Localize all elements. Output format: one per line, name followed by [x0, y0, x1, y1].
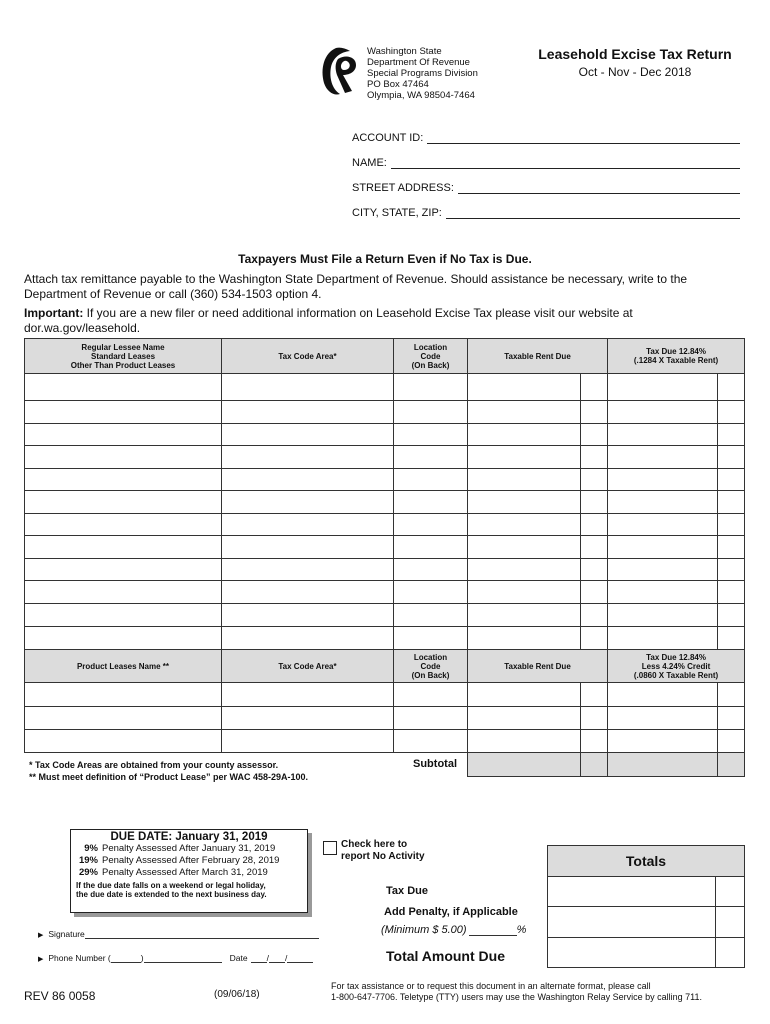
product-lease-note: ** Must meet definition of “Product Lease” per WAC 458-29A-100. [29, 772, 309, 782]
due-date-box [70, 829, 308, 913]
col-regular-lessee-name: Regular Lessee Name Standard Leases Other Than Product Leases [25, 339, 222, 374]
totals-penalty-row [548, 907, 745, 938]
subtotal-tax-due-cents[interactable] [718, 753, 745, 777]
regular-lease-row [25, 536, 745, 559]
regular-lease-row [25, 581, 745, 604]
tax-due-label: Tax Due [386, 885, 428, 897]
account-id-line[interactable] [427, 133, 740, 144]
form-period: Oct - Nov - Dec 2018 [578, 65, 692, 79]
totals-tax-due-row [548, 877, 745, 907]
product-lease-tax-code-area-cell[interactable] [222, 707, 394, 730]
total-amount-label: Total Amount Due [386, 948, 505, 964]
regular-lease-row [25, 446, 745, 469]
account-id-label: ACCOUNT ID: [352, 132, 424, 144]
account-id-field[interactable] [352, 132, 740, 144]
agency-address [367, 46, 478, 101]
regular-lease-tax-due-cents-cell[interactable] [718, 424, 745, 446]
due-date-note: If the due date falls on a weekend or legal holiday, the due date is extended to the next business day. [76, 881, 267, 899]
regular-lease-tax-due-cell[interactable] [608, 514, 718, 536]
col-product-leases-name: Product Leases Name ** [25, 650, 222, 683]
regular-lease-row [25, 424, 745, 446]
col-taxable-rent-due: Taxable Rent Due [468, 339, 608, 374]
name-field[interactable] [352, 157, 740, 169]
regular-lease-tax-due-cell[interactable] [608, 581, 718, 604]
product-lease-taxable-rent-cents-cell[interactable] [581, 683, 608, 707]
regular-lease-location-code-cell[interactable] [394, 581, 468, 604]
regular-lease-row [25, 491, 745, 514]
street-address-line[interactable] [458, 183, 740, 194]
regular-lease-tax-due-cents-cell[interactable] [718, 491, 745, 514]
regular-lease-location-code-cell[interactable] [394, 374, 468, 401]
city-state-zip-line[interactable] [446, 208, 740, 219]
agency-line: Department Of Revenue [367, 57, 470, 68]
col-product-taxable-rent-due: Taxable Rent Due [468, 650, 608, 683]
phone-date-row: ▶ Phone Number ( ) Date / / [38, 953, 313, 963]
regular-lease-tax-due-cell[interactable] [608, 491, 718, 514]
regular-lease-lessee-name-cell[interactable] [25, 424, 222, 446]
regular-lease-tax-due-cents-cell[interactable] [718, 559, 745, 581]
regular-lease-location-code-cell[interactable] [394, 491, 468, 514]
col-product-location-code: Location Code (On Back) [394, 650, 468, 683]
regular-header-row [25, 339, 745, 374]
regular-lease-taxable-rent-cents-cell[interactable] [581, 581, 608, 604]
product-lease-taxable-rent-cents-cell[interactable] [581, 707, 608, 730]
regular-lease-taxable-rent-cents-cell[interactable] [581, 627, 608, 650]
headline: Taxpayers Must File a Return Even if No Tax is Due. [238, 252, 532, 266]
regular-lease-lessee-name-cell[interactable] [25, 627, 222, 650]
signature-label: Signature [48, 929, 85, 939]
product-lease-rows [25, 683, 745, 753]
product-lease-taxable-rent-cell[interactable] [468, 707, 581, 730]
regular-lease-lessee-name-cell[interactable] [25, 469, 222, 491]
regular-lease-row [25, 559, 745, 581]
regular-lease-tax-code-area-cell[interactable] [222, 514, 394, 536]
subtotal-rent[interactable] [468, 753, 581, 777]
regular-lease-row [25, 401, 745, 424]
tax-code-note: * Tax Code Areas are obtained from your county assessor. [29, 760, 279, 770]
regular-lease-tax-code-area-cell[interactable] [222, 581, 394, 604]
product-lease-taxable-rent-cell[interactable] [468, 730, 581, 753]
tax-due-amount[interactable] [548, 877, 716, 907]
regular-lease-location-code-cell[interactable] [394, 514, 468, 536]
regular-lease-taxable-rent-cell[interactable] [468, 604, 581, 627]
product-lease-row [25, 730, 745, 753]
regular-lease-taxable-rent-cell[interactable] [468, 374, 581, 401]
regular-lease-tax-code-area-cell[interactable] [222, 469, 394, 491]
regular-lease-tax-code-area-cell[interactable] [222, 446, 394, 469]
regular-lease-row [25, 604, 745, 627]
product-lease-tax-due-cell[interactable] [608, 730, 718, 753]
regular-lease-tax-due-cents-cell[interactable] [718, 581, 745, 604]
product-lease-tax-due-cents-cell[interactable] [718, 707, 745, 730]
product-lease-taxable-rent-cell[interactable] [468, 683, 581, 707]
city-state-zip-label: CITY, STATE, ZIP: [352, 207, 442, 219]
regular-lease-taxable-rent-cents-cell[interactable] [581, 401, 608, 424]
totals-table [547, 845, 745, 968]
regular-lease-tax-code-area-cell[interactable] [222, 374, 394, 401]
total-cents[interactable] [716, 938, 745, 968]
regular-lease-taxable-rent-cell[interactable] [468, 491, 581, 514]
regular-lease-taxable-rent-cell[interactable] [468, 514, 581, 536]
penalty-row: 9% Penalty Assessed After January 31, 2019 [84, 843, 276, 854]
due-date-title: DUE DATE: January 31, 2019 [110, 831, 268, 843]
important-label: Important: [24, 306, 84, 320]
regular-lease-lessee-name-cell[interactable] [25, 374, 222, 401]
minimum-label: (Minimum $ 5.00) [381, 924, 467, 936]
form-number: REV 86 0058 [24, 989, 96, 1003]
regular-lease-lessee-name-cell[interactable] [25, 536, 222, 559]
regular-lease-taxable-rent-cents-cell[interactable] [581, 469, 608, 491]
regular-lease-lessee-name-cell[interactable] [25, 604, 222, 627]
penalty-percent-line[interactable] [469, 924, 517, 936]
regular-lease-tax-code-area-cell[interactable] [222, 559, 394, 581]
phone-label: Phone Number ( [48, 953, 111, 963]
regular-lease-tax-due-cell[interactable] [608, 559, 718, 581]
regular-lease-taxable-rent-cents-cell[interactable] [581, 446, 608, 469]
regular-lease-tax-due-cents-cell[interactable] [718, 374, 745, 401]
regular-lease-tax-code-area-cell[interactable] [222, 604, 394, 627]
regular-lease-lessee-name-cell[interactable] [25, 514, 222, 536]
regular-lease-taxable-rent-cell[interactable] [468, 446, 581, 469]
regular-lease-taxable-rent-cell[interactable] [468, 424, 581, 446]
tax-due-cents[interactable] [716, 877, 745, 907]
col-product-tax-code-area: Tax Code Area* [222, 650, 394, 683]
product-lease-tax-due-cents-cell[interactable] [718, 683, 745, 707]
regular-lease-taxable-rent-cell[interactable] [468, 536, 581, 559]
important-text: If you are a new filer or need additional information on Leasehold Excise Tax please visit our website at dor.wa.gov/leasehold. [24, 306, 633, 335]
regular-lease-lessee-name-cell[interactable] [25, 401, 222, 424]
totals-header: Totals [548, 846, 745, 877]
product-lease-lessee-name-cell[interactable] [25, 683, 222, 707]
regular-lease-location-code-cell[interactable] [394, 559, 468, 581]
regular-lease-tax-due-cents-cell[interactable] [718, 446, 745, 469]
date-day-line[interactable] [269, 953, 285, 963]
arrow-right-icon: ▶ [38, 932, 44, 939]
regular-lease-tax-due-cents-cell[interactable] [718, 514, 745, 536]
regular-lease-lessee-name-cell[interactable] [25, 581, 222, 604]
col-product-tax-due: Tax Due 12.84% Less 4.24% Credit (.0860 X Taxable Rent) [608, 650, 745, 683]
date-month-line[interactable] [251, 953, 267, 963]
regular-lease-taxable-rent-cell[interactable] [468, 627, 581, 650]
col-tax-code-area: Tax Code Area* [222, 339, 394, 374]
minimum-penalty-row [381, 924, 526, 936]
dor-logo [318, 45, 360, 97]
product-lease-row [25, 683, 745, 707]
regular-lease-tax-due-cell[interactable] [608, 401, 718, 424]
product-header-row [25, 650, 745, 683]
phone-number-line[interactable] [144, 953, 222, 963]
subtotal-tax-due[interactable] [608, 753, 718, 777]
regular-lease-row [25, 469, 745, 491]
regular-lease-tax-due-cents-cell[interactable] [718, 536, 745, 559]
regular-lease-location-code-cell[interactable] [394, 401, 468, 424]
product-lease-location-code-cell[interactable] [394, 707, 468, 730]
regular-lease-location-code-cell[interactable] [394, 424, 468, 446]
important-note [24, 306, 744, 336]
product-lease-taxable-rent-cents-cell[interactable] [581, 730, 608, 753]
product-lease-location-code-cell[interactable] [394, 683, 468, 707]
col-location-code: Location Code (On Back) [394, 339, 468, 374]
regular-lease-taxable-rent-cents-cell[interactable] [581, 604, 608, 627]
product-lease-tax-code-area-cell[interactable] [222, 730, 394, 753]
product-lease-tax-due-cell[interactable] [608, 683, 718, 707]
regular-lease-row [25, 627, 745, 650]
product-lease-row [25, 707, 745, 730]
product-lease-tax-code-area-cell[interactable] [222, 683, 394, 707]
regular-lease-tax-due-cents-cell[interactable] [718, 627, 745, 650]
regular-lease-tax-due-cell[interactable] [608, 424, 718, 446]
regular-lease-taxable-rent-cell[interactable] [468, 401, 581, 424]
no-activity-checkbox[interactable] [323, 841, 337, 855]
remittance-instructions: Attach tax remittance payable to the Washington State Department of Revenue. Should assistance be necessary, write to the Department of Revenue or call (360) 534-1503 option 4. [24, 272, 688, 301]
date-year-line[interactable] [287, 953, 313, 963]
product-lease-tax-due-cents-cell[interactable] [718, 730, 745, 753]
regular-lease-tax-due-cell[interactable] [608, 469, 718, 491]
regular-lease-taxable-rent-cents-cell[interactable] [581, 559, 608, 581]
regular-lease-row [25, 514, 745, 536]
regular-lease-tax-due-cents-cell[interactable] [718, 401, 745, 424]
phone-area-code-line[interactable] [111, 953, 141, 963]
assistance-note: For tax assistance or to request this document in an alternate format, please call 1-800-647-7706. Teletype (TTY) users may use the Washington Relay Service by calling 711. [331, 981, 703, 1002]
total-amount[interactable] [548, 938, 716, 968]
regular-lease-taxable-rent-cell[interactable] [468, 559, 581, 581]
totals-total-row [548, 938, 745, 968]
regular-lease-taxable-rent-cell[interactable] [468, 581, 581, 604]
name-label: NAME: [352, 157, 387, 169]
regular-lease-tax-due-cell[interactable] [608, 374, 718, 401]
regular-lease-tax-code-area-cell[interactable] [222, 627, 394, 650]
signature-line[interactable] [85, 929, 319, 939]
regular-lease-location-code-cell[interactable] [394, 536, 468, 559]
penalty-cents[interactable] [716, 907, 745, 938]
city-state-zip-field[interactable] [352, 207, 740, 219]
regular-lease-lessee-name-cell[interactable] [25, 559, 222, 581]
subtotal-rent-cents[interactable] [581, 753, 608, 777]
agency-line: Special Programs Division [367, 68, 478, 79]
regular-lease-tax-due-cents-cell[interactable] [718, 469, 745, 491]
regular-lease-tax-due-cell[interactable] [608, 536, 718, 559]
regular-lease-taxable-rent-cents-cell[interactable] [581, 374, 608, 401]
street-address-field[interactable] [352, 182, 740, 194]
penalty-row: 29% Penalty Assessed After March 31, 2019 [78, 867, 268, 878]
signature-row [38, 929, 319, 939]
agency-line: Washington State [367, 46, 442, 57]
regular-lease-taxable-rent-cents-cell[interactable] [581, 424, 608, 446]
regular-lease-location-code-cell[interactable] [394, 627, 468, 650]
product-lease-tax-due-cell[interactable] [608, 707, 718, 730]
regular-lease-tax-code-area-cell[interactable] [222, 491, 394, 514]
product-lease-lessee-name-cell[interactable] [25, 707, 222, 730]
form-title: Leasehold Excise Tax Return [538, 46, 732, 62]
agency-line: PO Box 47464 [367, 79, 429, 90]
form-revision: (09/06/18) [214, 989, 260, 1000]
regular-lease-row [25, 374, 745, 401]
regular-lease-tax-due-cell[interactable] [608, 446, 718, 469]
regular-lease-lessee-name-cell[interactable] [25, 491, 222, 514]
name-line[interactable] [391, 158, 740, 169]
product-lease-lessee-name-cell[interactable] [25, 730, 222, 753]
col-tax-due: Tax Due 12.84% (.1284 X Taxable Rent) [608, 339, 745, 374]
penalty-amount[interactable] [548, 907, 716, 938]
regular-lease-tax-due-cell[interactable] [608, 604, 718, 627]
regular-lease-location-code-cell[interactable] [394, 604, 468, 627]
lease-table [24, 338, 745, 777]
regular-lease-taxable-rent-cents-cell[interactable] [581, 514, 608, 536]
no-activity-label: Check here to report No Activity [341, 839, 425, 862]
penalty-row: 19% Penalty Assessed After February 28, 2019 [78, 855, 280, 866]
regular-lease-tax-due-cents-cell[interactable] [718, 604, 745, 627]
regular-lease-lessee-name-cell[interactable] [25, 446, 222, 469]
regular-lease-tax-code-area-cell[interactable] [222, 424, 394, 446]
regular-lease-tax-code-area-cell[interactable] [222, 536, 394, 559]
add-penalty-label: Add Penalty, if Applicable [384, 906, 518, 918]
subtotal-label: Subtotal [413, 758, 457, 770]
agency-line: Olympia, WA 98504-7464 [367, 90, 475, 101]
regular-lease-taxable-rent-cell[interactable] [468, 469, 581, 491]
regular-lease-location-code-cell[interactable] [394, 446, 468, 469]
regular-lease-location-code-cell[interactable] [394, 469, 468, 491]
product-lease-location-code-cell[interactable] [394, 730, 468, 753]
regular-lease-taxable-rent-cents-cell[interactable] [581, 536, 608, 559]
percent-sign: % [516, 924, 527, 936]
regular-lease-rows [25, 374, 745, 650]
regular-lease-taxable-rent-cents-cell[interactable] [581, 491, 608, 514]
arrow-right-icon: ▶ [38, 956, 44, 963]
street-address-label: STREET ADDRESS: [352, 182, 454, 194]
regular-lease-tax-due-cell[interactable] [608, 627, 718, 650]
date-label: Date [229, 953, 248, 963]
regular-lease-tax-code-area-cell[interactable] [222, 401, 394, 424]
